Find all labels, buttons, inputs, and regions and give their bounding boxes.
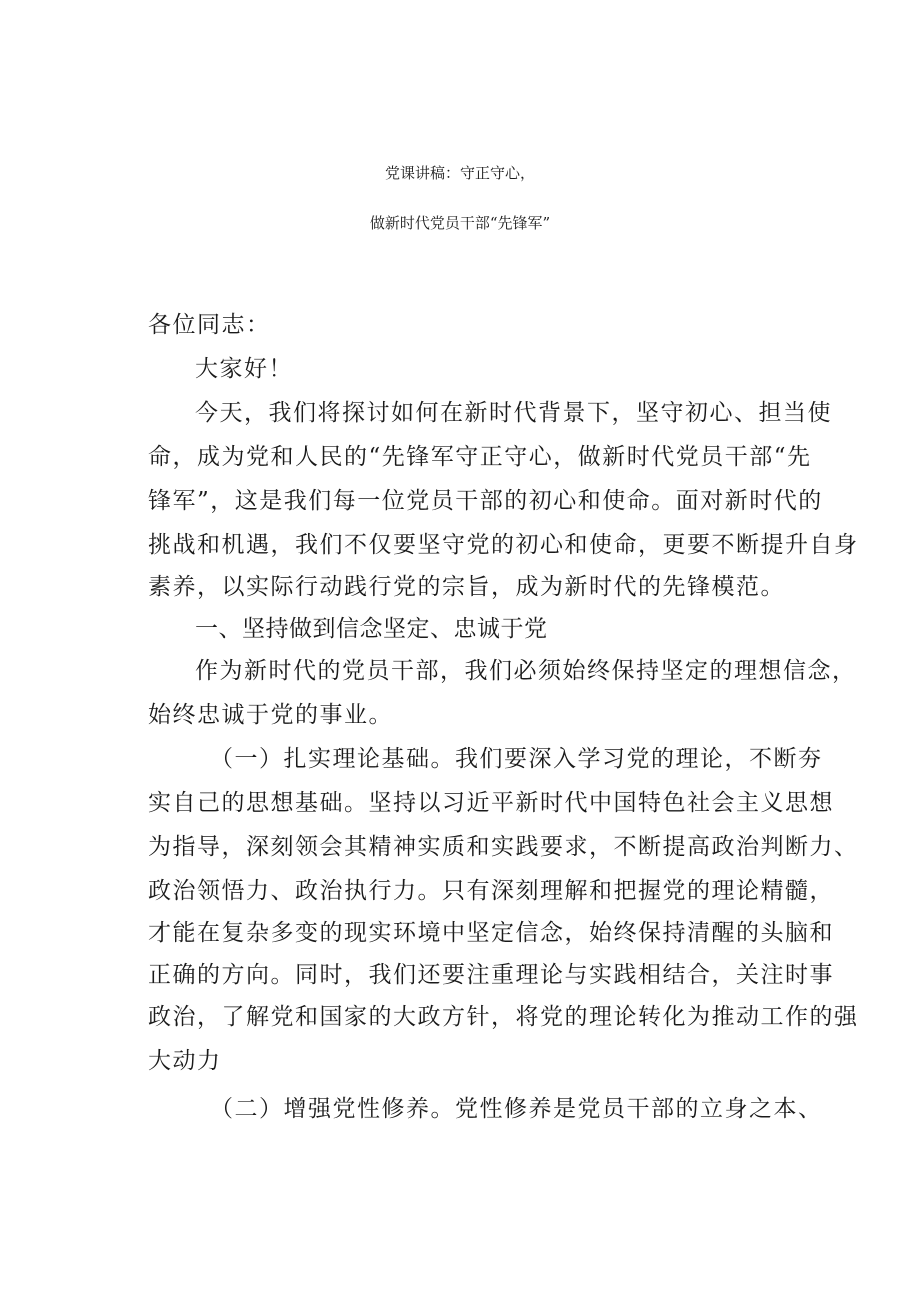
intro-line: 命，成为党和人民的“先锋军守正守心，做新时代党员干部“先 [148,444,812,470]
intro-line: 锋军”，这是我们每一位党员干部的初心和使命。面对新时代的 [148,488,823,514]
salutation: 各位同志： [148,312,271,338]
intro-line: 挑战和机遇，我们不仅要坚守党的初心和使命，更要不断提升自身 [148,532,859,558]
subsection-line: 实自己的思想基础。坚持以习近平新时代中国特色社会主义思想 [148,790,834,816]
document-title-line-2: 做新时代党员干部“先锋军” [369,214,551,232]
document-title-line-1: 党课讲稿：守正守心， [384,164,535,182]
subsection-line: （一）扎实理论基础。我们要深入学习党的理论，不断夯 [210,746,823,772]
intro-line: 今天，我们将探讨如何在新时代背景下，坚守初心、担当使 [195,400,832,426]
section-heading: 一、坚持做到信念坚定、忠诚于党 [195,616,548,642]
subsection-line: 才能在复杂多变的现实环境中坚定信念，始终保持清醒的头脑和 [148,920,834,946]
subsection-line: 为指导，深刻领会其精神实质和实践要求，不断提高政治判断力、 [148,834,859,860]
section-paragraph-line: 作为新时代的党员干部，我们必须始终保持坚定的理想信念， [195,658,857,684]
subsection-line: 正确的方向。同时，我们还要注重理论与实践相结合，关注时事 [148,962,834,988]
subsection-line: （二）增强党性修养。党性修养是党员干部的立身之本、 [210,1096,823,1122]
intro-line: 素养，以实际行动践行党的宗旨，成为新时代的先锋模范。 [148,574,785,600]
section-paragraph-line: 始终忠诚于党的事业。 [148,702,393,728]
subsection-line: 政治领悟力、政治执行力。只有深刻理解和把握党的理论精髓， [148,878,834,904]
subsection-line: 大动力 [148,1048,222,1074]
greeting: 大家好！ [195,356,293,382]
subsection-line: 政治，了解党和国家的大政方针，将党的理论转化为推动工作的强 [148,1004,859,1030]
